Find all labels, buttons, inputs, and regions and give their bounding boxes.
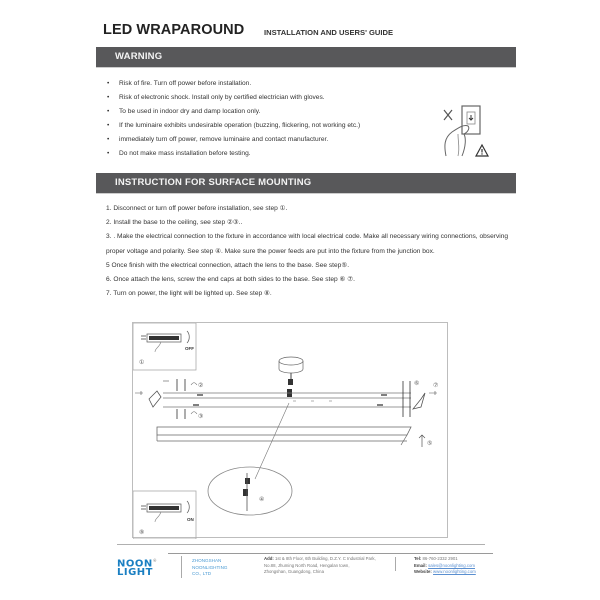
warning-banner (96, 47, 516, 67)
website-link[interactable]: www.noonlighting.com (433, 569, 476, 574)
hand-switch-warning-icon (440, 104, 490, 160)
document-subtitle: INSTALLATION AND USERS' GUIDE (264, 28, 394, 37)
warning-item: • immediately turn off power, remove luminaire and contact manufacturer. (107, 133, 360, 147)
fixture-lens (157, 427, 432, 447)
warning-item: • If the luminaire exhibits undesirable operation (buzzing, flickering, not working etc.) (107, 119, 360, 133)
warning-item: • Do not make mass installation before testing. (107, 147, 360, 161)
warning-list (107, 77, 360, 161)
inset-step8-power-on (133, 491, 196, 539)
step-text: 6. Once attach the lens, screw the end caps at both sides to the base. See step ⑥ ⑦. (106, 276, 355, 284)
company-contact: Tel: 86-760-2332 2901 Email: sales@noonlighting.com Website: www.noonlighting.com (414, 556, 476, 574)
step-text: 2. Install the base to the ceiling, see step ②③.. (106, 219, 243, 227)
step6-marker: ⑥ (414, 381, 420, 387)
footer-separator (395, 557, 396, 571)
noon-light-logo: NOON® LIGHT (117, 558, 158, 579)
logo-line1: NOON (117, 558, 153, 570)
warning-item: • Risk of electronic shock. Install only by certified electrician with gloves. (107, 91, 360, 105)
email-link[interactable]: sales@noonlighting.com (428, 562, 475, 568)
company-address: Add: 1st & 8th Floor, 6th Building, D.Z.Y. C Industrial Park, No.88, Jhuming North Road, Hengalan town, Zhongshan, Guangdong, China (264, 556, 376, 574)
step-text: 1. Disconnect or turn off power before installation, see step ①. (106, 205, 288, 212)
step2-marker: ② (198, 383, 204, 389)
tel-value: 86-760-2332 2901 (422, 556, 458, 561)
footer-divider-top (117, 544, 485, 545)
step5-marker: ⑤ (427, 441, 433, 447)
step8-marker: ⑧ (139, 530, 145, 536)
right-end-cap (403, 380, 438, 417)
step4-marker: ④ (259, 497, 265, 503)
warning-item: • Risk of fire. Turn off power before installation. (107, 77, 360, 91)
step3-marker: ③ (198, 414, 204, 420)
ceiling-junction-box (279, 357, 303, 397)
instruction-steps (106, 202, 516, 301)
footer-divider (168, 553, 493, 554)
company-name: ZHONGSHAN NOONLIGHTING CO., LTD (192, 558, 228, 576)
wiring-detail (208, 403, 292, 515)
instruction-heading: INSTRUCTION FOR SURFACE MOUNTING (115, 177, 312, 188)
instruction-banner (96, 173, 516, 193)
warning-heading: WARNING (115, 51, 163, 62)
warning-item: • To be used in indoor dry and damp location only. (107, 105, 360, 119)
document-title: LED WRAPAROUND (103, 22, 245, 38)
step-text: 3. . Make the electrical connection to the fixture in accordance with local electrical code. Make all necessary wiring connections, observing proper voltage and polarity. See step ④. Make sure the power feeds are put into the fixture from the junction box. (106, 233, 509, 255)
off-label: OFF (185, 346, 194, 351)
step-text: 7. Turn on power, the light will be lighted up. See step ⑧. (106, 290, 272, 298)
left-end-cap (135, 379, 203, 420)
step-text: 5 Once finish with the electrical connection, attach the lens to the base. See step⑤. (106, 261, 350, 269)
logo-line2: LIGHT (117, 567, 153, 579)
on-label: ON (187, 517, 194, 522)
step1-marker: ① (139, 360, 145, 366)
step7-marker: ⑦ (433, 383, 439, 389)
footer-separator (181, 556, 182, 578)
inset-step1-power-off (133, 323, 196, 370)
installation-diagram (132, 322, 448, 538)
